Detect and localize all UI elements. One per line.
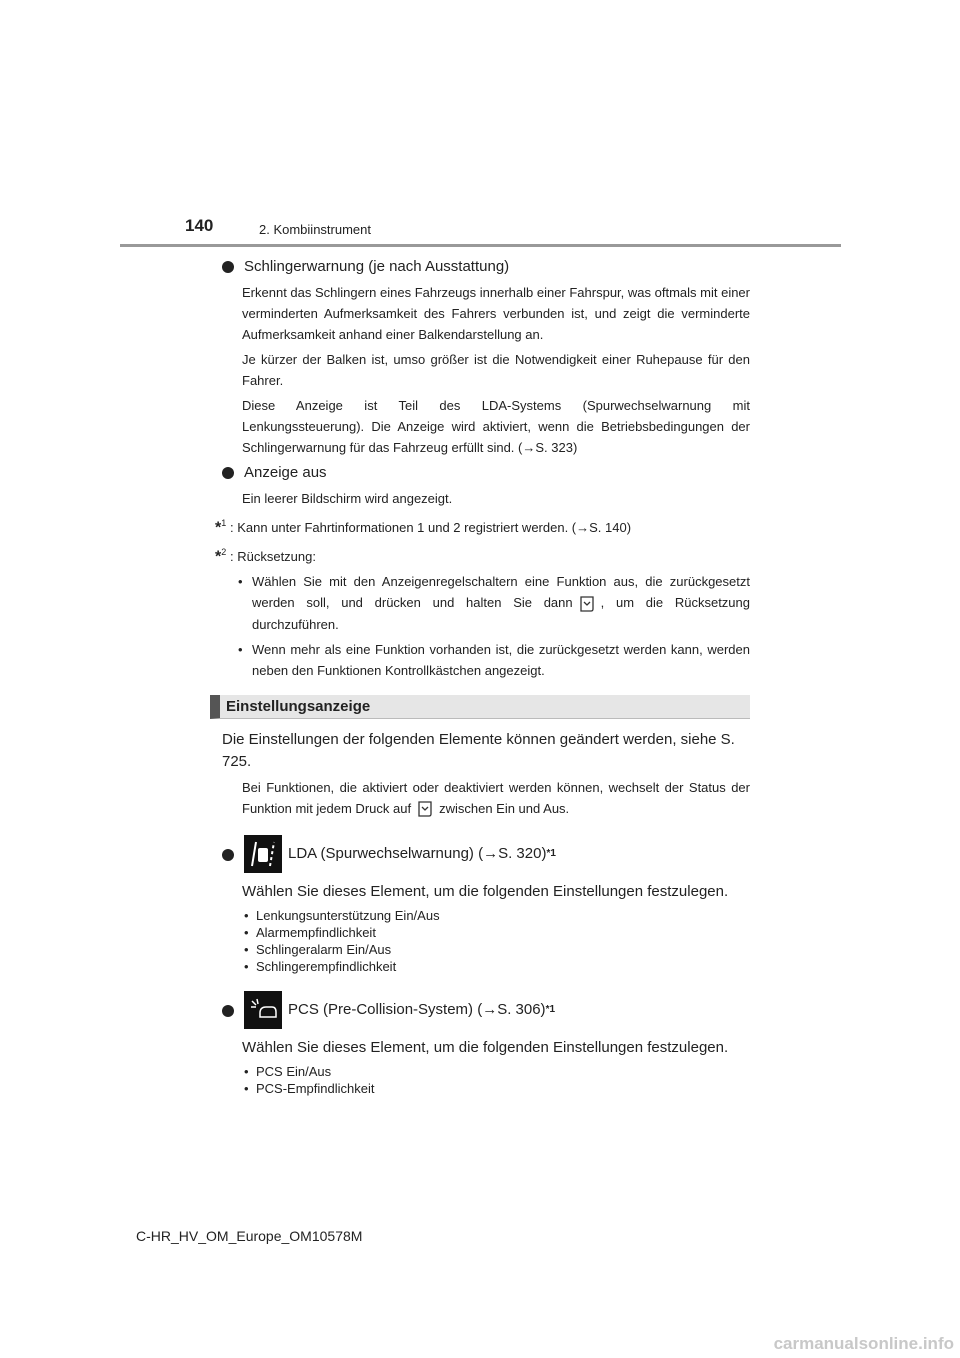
page-content: [215, 252, 751, 1097]
setting-item-pcs: PCS (Pre-Collision-System) (→S. 306) *1: [222, 991, 750, 1029]
bullet-icon: [222, 467, 234, 479]
paragraph: Diese Anzeige ist Teil des LDA-Systems (Spurwechselwarnung mit Lenkungssteuerung). Die Anzeige wird aktiviert, wenn die Betriebsbedingungen der Schlingerwarnung für das Fahrzeug erfüllt sind. (→S. 323): [242, 398, 750, 455]
paragraph: Je kürzer der Balken ist, umso größer ist die Notwendigkeit einer Ruhepause für den Fahrer.: [242, 352, 750, 388]
bullet-icon: [222, 261, 234, 273]
chapter-title: 2. Kombiinstrument: [259, 222, 371, 237]
list-item: • Schlingerempfindlichkeit: [242, 958, 750, 975]
lane-departure-icon: [244, 835, 282, 873]
paragraph: Ein leerer Bildschirm wird angezeigt.: [242, 491, 453, 506]
footnote-1: *$^1$ : Kann unter Fahrtinformationen 1 und 2 registriert werden. (→S. 140): [215, 518, 632, 537]
section-header-einstellungsanzeige: Einstellungsanzeige: [210, 695, 750, 719]
watermark: carmanualsonline.info: [773, 1334, 954, 1353]
item-description: Wählen Sie dieses Element, um die folgenden Einstellungen festzulegen.: [242, 883, 729, 901]
note-text: Bei Funktionen, die aktiviert oder deaktiviert werden können, wechselt der Status der Funktion mit jedem Druck auf zwischen Ein und Aus.: [222, 777, 750, 820]
item-description: Wählen Sie dieses Element, um die folgenden Einstellungen festzulegen.: [242, 1039, 729, 1057]
bullet-icon: [222, 1005, 234, 1017]
page-number: 140: [185, 216, 214, 235]
footnote-bullet: • Wenn mehr als eine Funktion vorhanden ist, die zurückgesetzt werden kann, werden neben den Funktionen Kontrollkästchen angezeigt.: [222, 639, 750, 681]
list-item: • Alarmempfindlichkeit: [242, 924, 750, 941]
section-heading-schlingerwarnung: Schlingerwarnung (je nach Ausstattung): [222, 256, 750, 278]
section-heading-anzeige-aus: Anzeige aus: [222, 462, 750, 484]
lda-options: [222, 907, 750, 975]
footer-doc-id: C-HR_HV_OM_Europe_OM10578M: [136, 1228, 363, 1244]
list-item: • Schlingeralarm Ein/Aus: [242, 941, 750, 958]
footnote-2: *$^2$ : Rücksetzung:: [215, 547, 316, 566]
footnote-bullet: • Wählen Sie mit den Anzeigenregelschaltern eine Funktion aus, die zurückgesetzt werden soll, und drücken und halten Sie dann , um die Rücksetzung durchzuführen.: [222, 571, 750, 635]
pre-collision-icon: [244, 991, 282, 1029]
header-rule: [120, 244, 841, 247]
paragraph: Erkennt das Schlingern eines Fahrzeugs innerhalb einer Fahrspur, was oftmals mit einer verminderten Aufmerksamkeit des Fahrers verbunden ist, und zeigt die verminderte Aufmerksamkeit anhand einer Balkendarstellung an.: [242, 285, 750, 342]
setting-item-lda: LDA (Spurwechselwarnung) (→S. 320) *1: [222, 835, 750, 873]
bullet-icon: [222, 849, 234, 861]
enter-button-icon: [415, 799, 435, 819]
list-item: • PCS Ein/Aus: [242, 1063, 750, 1080]
pcs-options: [222, 1063, 750, 1097]
lead-text: Die Einstellungen der folgenden Elemente können geändert werden, siehe S. 725.: [222, 730, 735, 770]
enter-button-icon: [577, 594, 597, 614]
list-item: • PCS-Empfindlichkeit: [242, 1080, 750, 1097]
list-item: • Lenkungsunterstützung Ein/Aus: [242, 907, 750, 924]
